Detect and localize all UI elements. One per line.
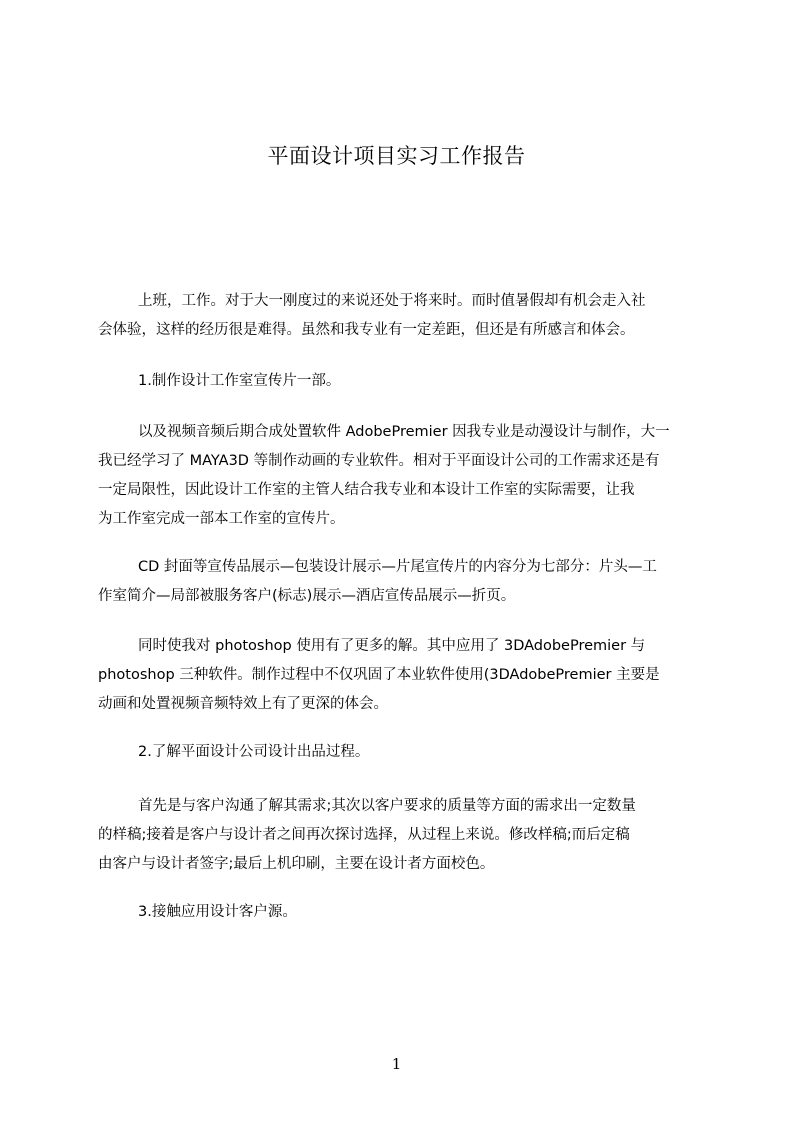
text-line: photoshop 三种软件。制作过程中不仅巩固了本业软件使用(3DAdobePremier 主要是	[98, 667, 660, 683]
document-title: 平面设计项目实习工作报告	[267, 144, 526, 168]
text-line: 以及视频音频后期合成处置软件 AdobePremier 因我专业是动漫设计与制作，大一	[138, 424, 670, 440]
section-heading-2	[98, 738, 708, 767]
text-line: 3.接触应用设计客户源。	[138, 904, 297, 920]
paragraph-process	[98, 792, 708, 879]
text-line: 1.制作设计工作室宣传片一部。	[138, 373, 341, 389]
text-line: 会体验，这样的经历很是难得。虽然和我专业有一定差距，但还是有所感言和体会。	[98, 322, 635, 338]
text-line: 首先是与客户沟通了解其需求;其次以客户要求的质量等方面的需求出一定数量	[138, 798, 636, 814]
text-line: 动画和处置视频音频特效上有了更深的体会。	[98, 696, 388, 712]
text-line: 同时使我对 photoshop 使用有了更多的解。其中应用了 3DAdobePremier 与	[138, 638, 646, 654]
page-number: 1	[391, 1055, 402, 1073]
text-line: CD 封面等宣传品展示—包装设计展示—片尾宣传片的内容分为七部分：片头—工	[138, 559, 657, 575]
text-line: 由客户与设计者签字;最后上机印刷，主要在设计者方面校色。	[98, 856, 495, 872]
text-line: 我已经学习了 MAYA3D 等制作动画的专业软件。相对于平面设计公司的工作需求还是有	[98, 453, 660, 469]
paragraph-intro	[98, 287, 708, 345]
text-line: 作室简介—局部被服务客户(标志)展示—酒店宣传品展示—折页。	[98, 588, 516, 604]
section-heading-1	[98, 367, 708, 396]
paragraph-software	[98, 418, 708, 534]
text-line: 上班，工作。对于大一刚度过的来说还处于将来时。而时值暑假却有机会走入社	[138, 293, 646, 309]
text-line: 一定局限性，因此设计工作室的主管人结合我专业和本设计工作室的实际需要，让我	[98, 482, 635, 498]
text-line: 为工作室完成一部本工作室的宣传片。	[98, 511, 345, 527]
paragraph-photoshop	[98, 632, 708, 719]
paragraph-promo-parts	[98, 553, 708, 611]
text-line: 的样稿;接着是客户与设计者之间再次探讨选择，从过程上来说。修改样稿;而后定稿	[98, 827, 630, 843]
text-line: 2.了解平面设计公司设计出品过程。	[138, 744, 370, 760]
section-heading-3	[98, 898, 708, 927]
